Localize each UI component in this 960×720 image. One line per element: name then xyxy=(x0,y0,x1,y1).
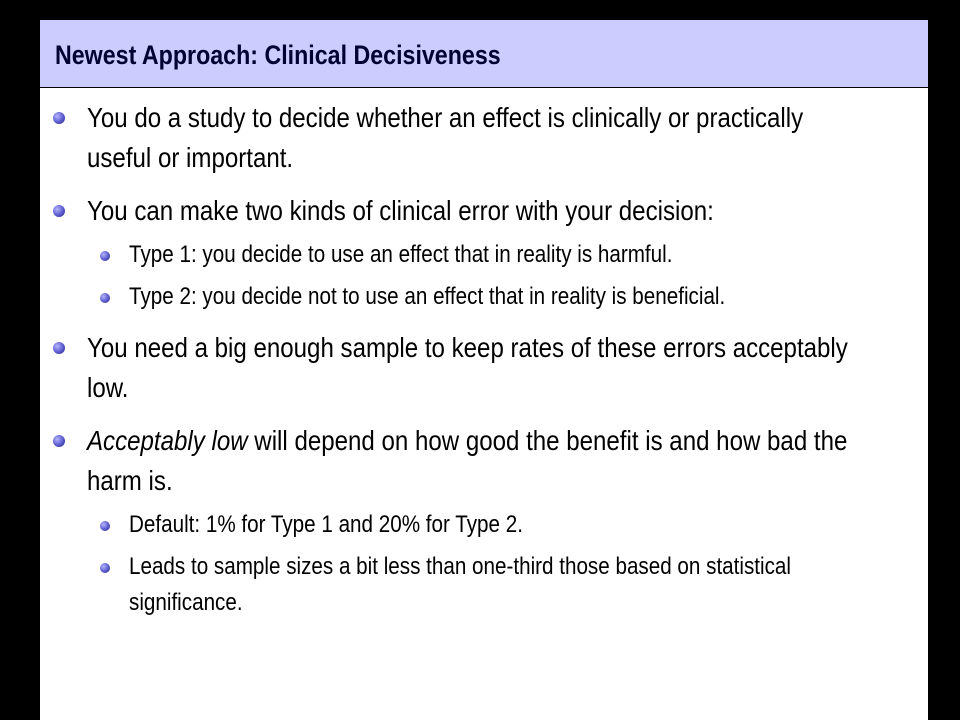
bullet-text: Type 1: you decide to use an effect that in reality is harmful. xyxy=(129,241,673,268)
bullet-level-2 xyxy=(40,549,928,621)
bullet-level-1 xyxy=(40,421,928,501)
bullet-level-2 xyxy=(40,507,928,543)
bullet-text: You need a big enough sample to keep rates of these errors acceptably low. xyxy=(87,332,848,403)
bullet-dot-icon xyxy=(53,342,65,354)
bullet-text: Default: 1% for Type 1 and 20% for Type 2. xyxy=(129,511,523,538)
slide xyxy=(40,20,928,720)
bullet-emphasis: Acceptably low xyxy=(87,425,248,456)
bullet-level-1 xyxy=(40,328,928,408)
bullet-dot-icon xyxy=(53,435,65,447)
bullet-text-rest: will depend on how good the benefit is and how bad the harm is. xyxy=(87,425,848,496)
bullet-dot-icon xyxy=(100,293,110,303)
title-bar xyxy=(40,20,928,88)
bullet-level-1 xyxy=(40,98,928,178)
bullet-text: Type 2: you decide not to use an effect that in reality is beneficial. xyxy=(129,283,726,310)
bullet-text: You do a study to decide whether an effect is clinically or practically useful or important. xyxy=(87,102,804,173)
bullet-level-2 xyxy=(40,279,928,315)
slide-content xyxy=(40,98,928,627)
bullet-level-1 xyxy=(40,191,928,231)
bullet-level-2 xyxy=(40,237,928,273)
bullet-text: Leads to sample sizes a bit less than one-third those based on statistical significance. xyxy=(129,553,792,616)
bullet-dot-icon xyxy=(53,205,65,217)
bullet-dot-icon xyxy=(100,251,110,261)
slide-title: Newest Approach: Clinical Decisiveness xyxy=(55,40,501,70)
bullet-text xyxy=(87,421,852,501)
bullet-dot-icon xyxy=(100,563,110,573)
bullet-dot-icon xyxy=(100,521,110,531)
bullet-dot-icon xyxy=(53,112,65,124)
bullet-text: You can make two kinds of clinical error with your decision: xyxy=(87,195,714,226)
